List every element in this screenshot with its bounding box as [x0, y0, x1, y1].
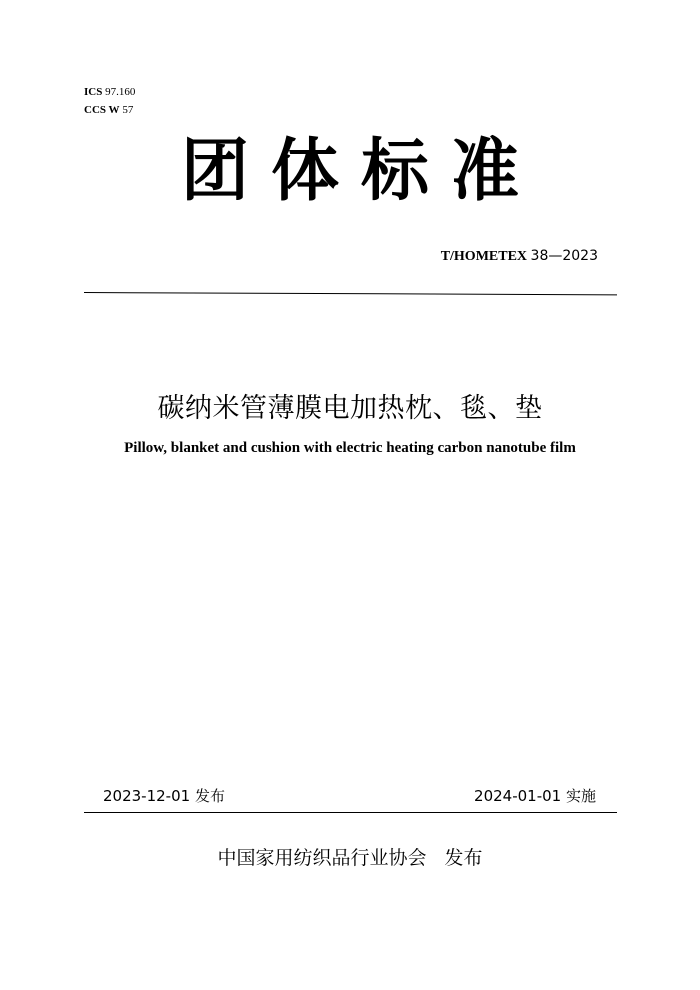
ccs-label: CCS W: [84, 104, 120, 116]
ics-label: ICS: [84, 86, 103, 98]
publisher-line: [0, 843, 700, 870]
issue-date: 2023-12-01 发布: [103, 787, 225, 805]
document-type-heading: 团体标准: [180, 132, 541, 211]
publisher-action: 发布: [444, 847, 483, 869]
title-english: Pillow, blanket and cushion with electric heating carbon nanotube film: [124, 440, 576, 456]
ics-code: [84, 86, 135, 98]
title-chinese: 碳纳米管薄膜电加热枕、毯、垫: [157, 393, 543, 424]
document-number-prefix: T/HOMETEX: [440, 249, 528, 264]
ccs-code: [84, 104, 133, 116]
implementation-date: 2024-01-01 实施: [474, 787, 596, 805]
document-number-suffix: 38—2023: [530, 248, 598, 264]
document-number: [441, 248, 598, 265]
bottom-divider: [84, 812, 617, 813]
publisher-name: 中国家用纺织品行业协会: [217, 847, 427, 869]
ics-value: 97.160: [105, 86, 136, 98]
top-divider: [84, 292, 617, 295]
ccs-value: 57: [122, 104, 134, 116]
